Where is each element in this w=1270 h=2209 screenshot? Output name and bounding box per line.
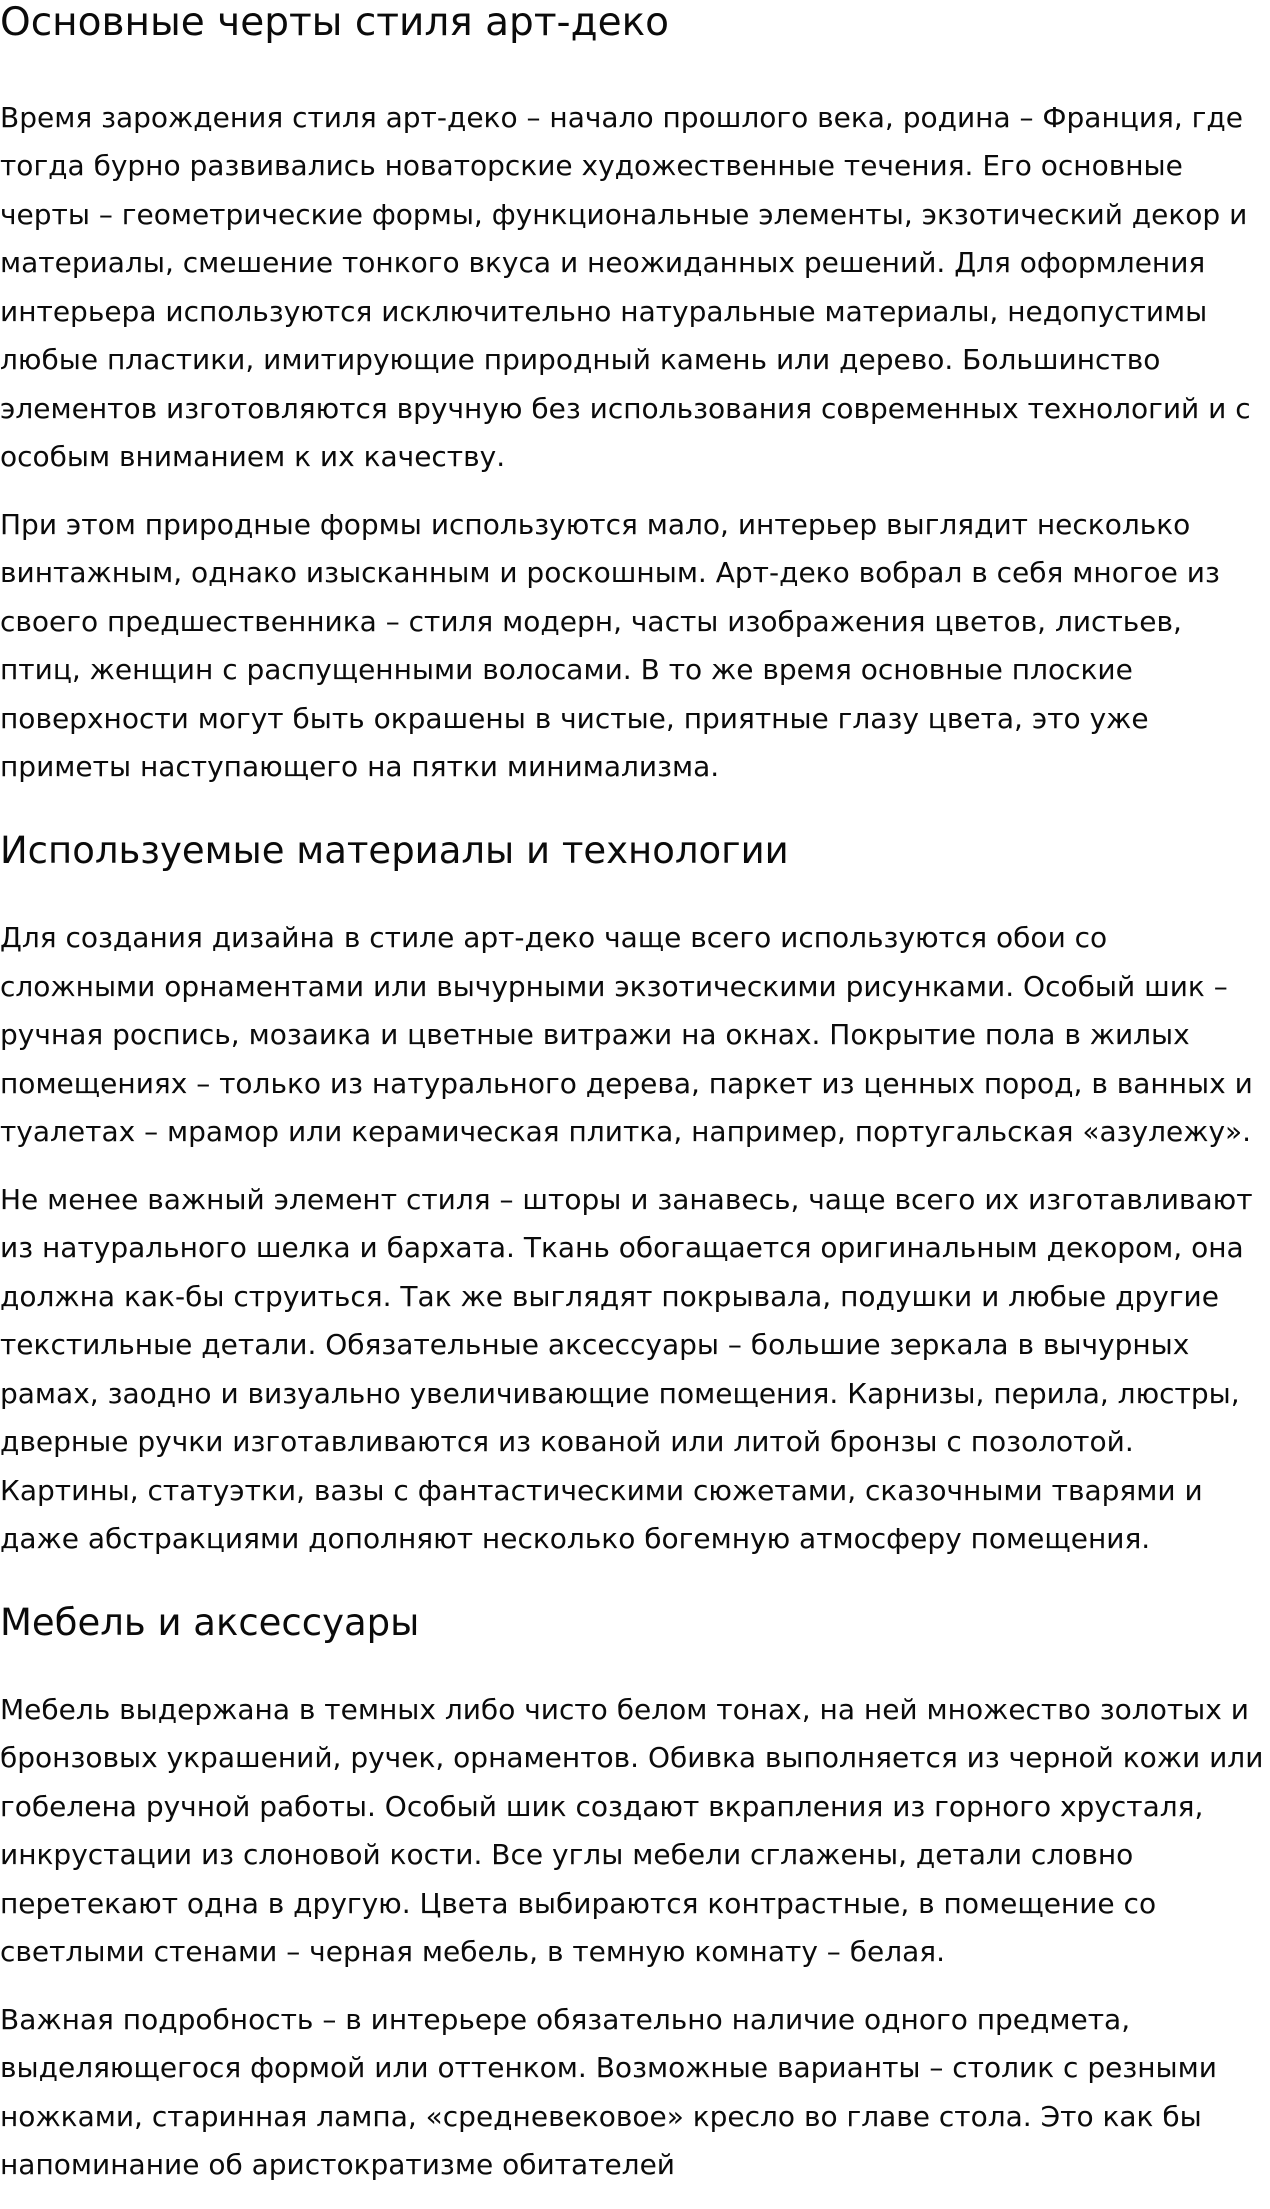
section-furniture [0,1600,1270,2190]
paragraph-materials-1: Для создания дизайна в стиле арт-деко чаще всего используются обои со сложными орнаментами или вычурными экзотическими рисунками. Особый шик – ручная роспись, мозаика и цветные витражи на окнах. Покрытие пола в жилых помещениях – только из натурального дерева, паркет из ценных пород, в ванных и туалетах – мрамор или керамическая плитка, например, португальская «азулежу». [0,921,1253,1149]
paragraph-furniture-1: Мебель выдержана в темных либо чисто белом тонах, на ней множество золотых и бронзовых украшений, ручек, орнаментов. Обивка выполняется из черной кожи или гобелена ручной работы. Особый шик создают вкрапления из горного хрусталя, инкрустации из слоновой кости. Все углы мебели сглажены, детали словно перетекают одна в другую. Цвета выбираются контрастные, в помещение со светлыми стенами – черная мебель, в темную комнату – белая. [0,1692,1264,1969]
paragraph-intro-2: При этом природные формы используются мало, интерьер выглядит несколько винтажным, однако изысканным и роскошным. Арт-деко вобрал в себя многое из своего предшественника – стиля модерн, часты изображения цветов, листьев, птиц, женщин с распущенными волосами. В то же время основные плоские поверхности могут быть окрашены в чистые, приятные глазу цвета, это уже приметы наступающего на пятки минимализма. [0,507,1220,784]
section-materials [0,828,1270,1564]
page-title: Основные черты стиля арт-деко [0,0,669,45]
section-intro [0,94,1270,792]
paragraph-furniture-2: Важная подробность – в интерьере обязательно наличие одного предмета, выделяющегося формой или оттенком. Возможные варианты – столик с резными ножками, старинная лампа, «средневековое» кресло во главе стола. Это как бы напоминание об аристократизме обитателей [0,2002,1217,2182]
section-heading-furniture: Мебель и аксессуары [0,1600,420,1644]
section-heading-materials: Используемые материалы и технологии [0,828,789,872]
paragraph-intro-1: Время зарождения стиля арт-деко – начало прошлого века, родина – Франция, где тогда бурно развивались новаторские художественные течения. Его основные черты – геометрические формы, функциональные элементы, экзотический декор и материалы, смешение тонкого вкуса и неожиданных решений. Для оформления интерьера используются исключительно натуральные материалы, недопустимы любые пластики, имитирующие природный камень или дерево. Большинство элементов изготовляются вручную без использования современных технологий и с особым вниманием к их качеству. [0,100,1251,474]
paragraph-materials-2: Не менее важный элемент стиля – шторы и занавесь, чаще всего их изготавливают из натурального шелка и бархата. Ткань обогащается оригинальным декором, она должна как-бы струиться. Так же выглядят покрывала, подушки и любые другие текстильные детали. Обязательные аксессуары – большие зеркала в вычурных рамах, заодно и визуально увеличивающие помещения. Карнизы, перила, люстры, дверные ручки изготавливаются из кованой или литой бронзы с позолотой. Картины, статуэтки, вазы с фантастическими сюжетами, сказочными тварями и даже абстракциями дополняют несколько богемную атмосферу помещения. [0,1182,1253,1556]
